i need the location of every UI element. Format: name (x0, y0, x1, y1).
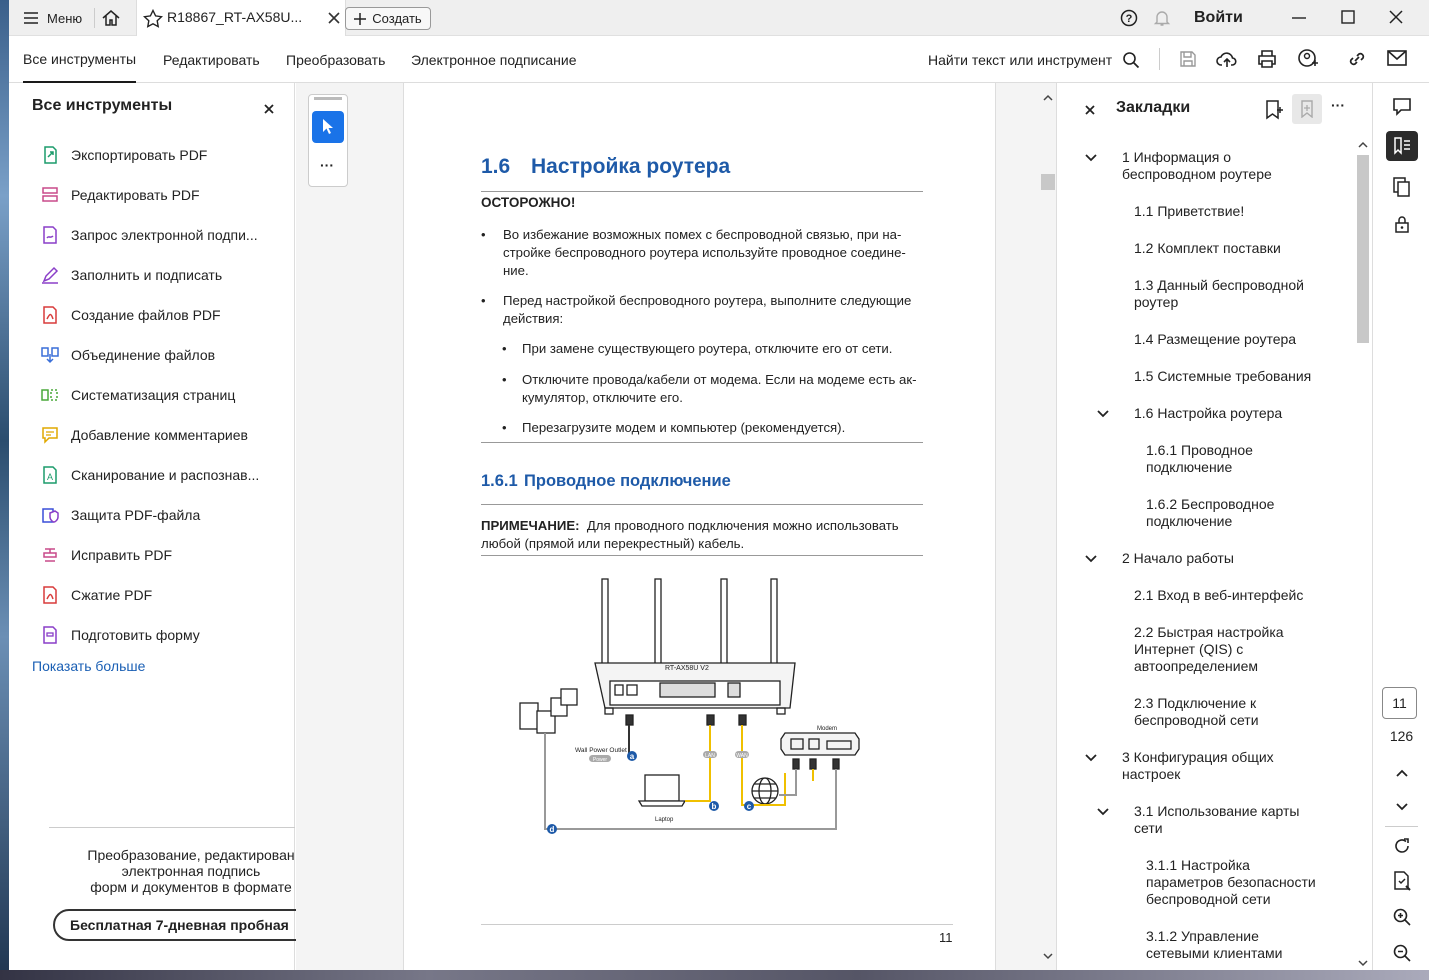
tool-label: Создание файлов PDF (71, 307, 221, 323)
bookmark-item[interactable] (1134, 405, 1282, 422)
tool-label: Добавление комментариев (71, 427, 248, 443)
edit-pdf-icon (41, 186, 59, 204)
router-connection-diagram (515, 573, 875, 843)
close-panel-icon[interactable] (264, 104, 274, 114)
bookmark-item[interactable] (1134, 803, 1299, 837)
plus-icon (354, 13, 366, 25)
minimize-icon[interactable] (1291, 12, 1307, 24)
bookmark-text: подключение (1146, 513, 1233, 529)
page-extract-icon (1393, 871, 1411, 891)
bookmarks-more-button[interactable]: ··· (1331, 97, 1345, 113)
bookmarks-list-icon (1393, 137, 1411, 155)
bookmark-item[interactable] (1134, 240, 1281, 257)
search-label: Найти текст или инструмент (928, 51, 1113, 68)
tool-scan-ocr[interactable] (41, 463, 259, 487)
bullet-text (503, 226, 906, 280)
free-trial-button[interactable]: Бесплатная 7-дневная пробная (53, 909, 313, 941)
desktop-taskbar-edge (0, 970, 1429, 980)
upload-cloud-icon[interactable] (1216, 49, 1238, 69)
sub-bullet: • (502, 420, 507, 435)
tool-organize-pages[interactable] (41, 383, 235, 407)
show-more-link[interactable]: Показать больше (32, 658, 146, 674)
create-button[interactable] (345, 7, 431, 30)
tool-protect-pdf[interactable] (41, 503, 200, 527)
sub-bullet-text: Перезагрузите модем и компьютер (рекомендуется). (522, 420, 846, 435)
search-icon (1122, 51, 1140, 69)
pages-panel-button[interactable] (1373, 177, 1429, 197)
bookmark-text: подключение (1146, 459, 1233, 475)
chevron-up-icon (1395, 768, 1409, 778)
scan-ocr-icon (41, 466, 59, 484)
page-footer-number: 11 (939, 930, 953, 945)
bookmarks-scrollbar[interactable] (1356, 139, 1370, 970)
notification-bell-icon[interactable] (1153, 9, 1171, 27)
maximize-icon[interactable] (1341, 10, 1355, 24)
tab-e-sign[interactable]: Электронное подписание (411, 51, 577, 68)
rotate-button[interactable] (1373, 837, 1429, 855)
cursor-arrow-icon (321, 118, 335, 136)
tool-label: Сжатие PDF (71, 587, 153, 603)
current-page-input[interactable]: 11 (1382, 687, 1417, 719)
bookmark-text: 2 Начало работы (1122, 550, 1234, 566)
link-icon[interactable] (1347, 49, 1367, 69)
lock-icon (1394, 215, 1410, 233)
more-tools-button[interactable]: ··· (320, 157, 334, 173)
lan-label: LAN (705, 753, 715, 759)
document-page (405, 83, 995, 970)
bookmark-item[interactable] (1134, 331, 1296, 348)
bullet: • (481, 293, 486, 308)
bookmark-text: 1.2 Комплект поставки (1134, 240, 1281, 256)
bookmark-text: 3.1 Использование карты (1134, 803, 1300, 819)
bookmark-item[interactable] (1122, 749, 1274, 783)
sub-bullet-text: При замене существующего роутера, отключите его от сети. (522, 341, 893, 356)
chevron-down-icon[interactable] (1084, 151, 1098, 165)
print-icon[interactable] (1257, 49, 1277, 69)
bookmark-text: беспроводной сети (1134, 712, 1259, 728)
bookmark-text: сетевыми клиентами (1146, 945, 1283, 961)
help-icon[interactable] (1120, 9, 1138, 27)
bookmark-text: 1 Информация о (1122, 149, 1232, 165)
text-line: Во избежание возможных помех с беспроводной связью, при на- (503, 227, 902, 242)
tab-all-tools[interactable]: Все инструменты (23, 36, 136, 83)
pages-icon (1393, 177, 1411, 197)
bookmark-text: роутер (1134, 294, 1179, 310)
bookmark-text: настроек (1122, 766, 1181, 782)
login-button[interactable]: Войти (1194, 9, 1243, 26)
panel-title: Все инструменты (32, 97, 173, 114)
menu-label: Меню (47, 10, 83, 26)
bookmark-text: 3.1.2 Управление (1146, 928, 1259, 944)
bookmark-text: 1.1 Приветствие! (1134, 203, 1245, 219)
bookmark-text: автоопределением (1134, 658, 1258, 674)
find-tool-search[interactable] (928, 36, 1140, 83)
quick-tools-strip (296, 83, 404, 970)
svg-text:A: A (46, 472, 54, 482)
tool-label: Сканирование и распознав... (71, 467, 260, 483)
bookmark-text: 1.4 Размещение роутера (1134, 331, 1297, 347)
tool-fix-pdf[interactable] (41, 543, 172, 567)
sub-bullet-text (522, 371, 917, 407)
bookmarks-title: Закладки (1116, 99, 1191, 116)
bookmark-text: 1.6 Настройка роутера (1134, 405, 1283, 421)
fill-sign-icon (41, 266, 59, 284)
tool-create-pdf[interactable] (41, 303, 221, 327)
share-user-icon[interactable] (1297, 48, 1319, 70)
compress-pdf-icon (41, 586, 59, 604)
chevron-down-icon[interactable] (1084, 552, 1098, 566)
bookmark-text: 2.3 Подключение к (1134, 695, 1257, 711)
modem-label: Modem (817, 726, 838, 732)
tool-combine-files[interactable] (41, 343, 215, 367)
star-icon[interactable] (143, 9, 163, 28)
bookmark-item[interactable] (1134, 624, 1284, 675)
svg-text:?: ? (1125, 13, 1133, 25)
wall-outlet-label: Wall Power Outlet (575, 747, 627, 754)
create-label: Создать (372, 11, 422, 26)
model-label: RT-AX58U V2 (665, 665, 709, 672)
note-label: ПРИМЕЧАНИЕ: (481, 518, 580, 533)
bookmark-text: сети (1134, 820, 1163, 836)
bookmark-from-selection-button[interactable] (1292, 94, 1322, 124)
tool-label: Исправить PDF (71, 547, 173, 563)
security-panel-button[interactable] (1373, 215, 1429, 233)
promo-text (87, 847, 295, 895)
text-line: стройке беспроводного роутера используйте проводное соедине- (503, 245, 906, 260)
promo-line: форм и документов в формате (90, 879, 292, 895)
previous-page-button[interactable] (1373, 768, 1429, 778)
tab-convert[interactable]: Преобразовать (286, 51, 386, 68)
subsection-number: 1.6.1 (481, 472, 518, 490)
text-line: любой (прямой или перекрестный) кабель. (481, 536, 745, 551)
main-toolbar (9, 36, 1429, 83)
tool-prepare-form[interactable] (41, 623, 200, 647)
tab-edit[interactable]: Редактировать (163, 51, 260, 68)
tool-label: Систематизация страниц (71, 387, 236, 403)
section-number: 1.6 (481, 155, 511, 178)
zoom-in-icon (1393, 908, 1411, 926)
section-title: Настройка роутера (531, 155, 731, 178)
text-line: Перед настройкой беспроводного роутера, выполните следующие (503, 293, 912, 308)
title-bar (9, 0, 1429, 36)
bookmark-text: 1.3 Данный беспроводной (1134, 277, 1304, 293)
note-text (481, 517, 923, 553)
scroll-down-arrow-icon[interactable] (1043, 952, 1053, 960)
text-line: ние. (503, 263, 529, 278)
menu-button[interactable] (23, 0, 82, 36)
bookmark-item[interactable] (1146, 928, 1282, 962)
scroll-thumb[interactable] (1041, 174, 1055, 190)
chevron-down-icon (1395, 802, 1409, 812)
bookmark-text: беспроводном роутере (1122, 166, 1272, 182)
bookmark-item[interactable] (1146, 442, 1253, 476)
bookmark-item[interactable] (1122, 550, 1234, 567)
bookmarks-panel (1058, 83, 1371, 970)
subsection-title: Проводное подключение (524, 472, 731, 490)
bookmark-text: 2.2 Быстрая настройка (1134, 624, 1284, 640)
add-comments-icon (41, 426, 59, 444)
promo-line: электронная подпись (121, 863, 261, 879)
bookmark-item[interactable] (1122, 149, 1272, 183)
bookmarks-scroll-thumb[interactable] (1357, 155, 1369, 343)
tool-label: Подготовить форму (71, 627, 200, 643)
bookmark-icon (1300, 100, 1314, 118)
marker-d: d (549, 825, 555, 834)
close-tab-icon[interactable] (328, 12, 340, 24)
protect-pdf-icon (41, 506, 59, 524)
bookmark-text: 2.1 Вход в веб-интерфейс (1134, 587, 1304, 603)
zoom-out-button[interactable] (1373, 944, 1429, 962)
total-pages: 126 (1389, 728, 1414, 744)
scroll-up-arrow-icon[interactable] (1043, 94, 1053, 102)
bookmarks-scroll-down-icon[interactable] (1358, 959, 1368, 967)
bookmarks-panel-button[interactable] (1373, 131, 1429, 161)
tab-title: R18867_RT-AX58U... (167, 9, 303, 25)
tool-label: Запрос электронной подпи... (71, 227, 258, 243)
bookmark-item[interactable] (1146, 496, 1274, 530)
email-icon[interactable] (1387, 50, 1407, 66)
text-line: кумулятор, отключите его. (522, 390, 683, 405)
tool-add-comments[interactable] (41, 423, 248, 447)
home-icon (101, 9, 121, 27)
bookmark-item[interactable] (1134, 203, 1244, 220)
marker-c: c (746, 802, 752, 811)
zoom-out-icon (1393, 944, 1411, 962)
chevron-down-icon[interactable] (1096, 407, 1110, 421)
text-line: Отключите провода/кабели от модема. Если на модеме есть ак- (522, 372, 917, 387)
tool-export-pdf[interactable] (41, 143, 207, 167)
close-bookmarks-icon[interactable] (1085, 105, 1095, 115)
bookmark-item[interactable] (1134, 368, 1311, 385)
create-pdf-icon (41, 306, 59, 324)
promo-line: Преобразование, редактирован (87, 847, 295, 863)
next-page-button[interactable] (1373, 802, 1429, 812)
document-tab[interactable] (136, 0, 346, 36)
combine-files-icon (41, 346, 59, 364)
request-signature-icon (41, 226, 59, 244)
power-label: Power (592, 757, 608, 763)
tool-label: Объединение файлов (71, 347, 216, 363)
zoom-in-button[interactable] (1373, 908, 1429, 926)
hamburger-icon (23, 11, 39, 25)
fix-pdf-icon (41, 546, 59, 564)
select-tool-button[interactable] (312, 111, 344, 143)
chevron-down-icon[interactable] (1084, 751, 1098, 765)
marker-a: a (629, 752, 635, 761)
home-button[interactable] (101, 0, 121, 36)
tool-label: Заполнить и подписать (71, 267, 223, 283)
chevron-down-icon[interactable] (1096, 805, 1110, 819)
wan-label: WAN (736, 753, 748, 759)
tool-request-signature[interactable] (41, 223, 258, 247)
bookmark-text: Интернет (QIS) с (1134, 641, 1244, 657)
tool-edit-pdf[interactable] (41, 183, 200, 207)
export-pdf-icon (41, 146, 59, 164)
organize-pages-icon (41, 386, 59, 404)
bookmark-text: 3 Конфигурация общих (1122, 749, 1274, 765)
close-window-icon[interactable] (1389, 10, 1403, 24)
sub-bullet: • (502, 341, 507, 356)
bookmark-text: параметров безопасности (1146, 874, 1316, 890)
bookmark-text: 1.5 Системные требования (1134, 368, 1312, 384)
bookmarks-scroll-up-icon[interactable] (1358, 141, 1368, 149)
document-scrollbar[interactable] (1040, 92, 1056, 964)
bullet-text (503, 292, 911, 328)
desktop-edge (0, 0, 9, 980)
laptop-label: Laptop (655, 817, 674, 823)
tool-compress-pdf[interactable] (41, 583, 152, 607)
caution-heading: ОСТОРОЖНО! (481, 195, 576, 210)
text-line: Для проводного подключения можно использовать (586, 518, 899, 533)
right-rail (1372, 83, 1429, 970)
bookmark-text: беспроводной сети (1146, 891, 1271, 907)
text-line: действия: (503, 311, 564, 326)
bookmark-text: 3.1.1 Настройка (1146, 857, 1250, 873)
extract-page-button[interactable] (1373, 871, 1429, 891)
all-tools-panel (9, 83, 295, 970)
bullet: • (481, 227, 486, 242)
bookmark-text: 1.6.2 Беспроводное (1146, 496, 1275, 512)
marker-b: b (711, 802, 717, 811)
tool-label: Защита PDF-файла (71, 507, 201, 523)
sub-bullet: • (502, 372, 507, 387)
bookmark-item[interactable] (1134, 277, 1304, 311)
prepare-form-icon (41, 626, 59, 644)
add-bookmark-icon[interactable] (1265, 100, 1283, 120)
comment-panel-button[interactable] (1373, 97, 1429, 117)
bookmark-item[interactable] (1134, 587, 1303, 604)
tool-label: Экспортировать PDF (71, 147, 208, 163)
comment-icon (1392, 97, 1412, 117)
tool-fill-sign[interactable] (41, 263, 222, 287)
bookmark-item[interactable] (1146, 857, 1316, 908)
rotate-icon (1393, 837, 1411, 855)
bookmark-item[interactable] (1134, 695, 1259, 729)
tool-label: Редактировать PDF (71, 187, 200, 203)
save-icon[interactable] (1179, 50, 1197, 68)
bookmark-text: 1.6.1 Проводное (1146, 442, 1253, 458)
